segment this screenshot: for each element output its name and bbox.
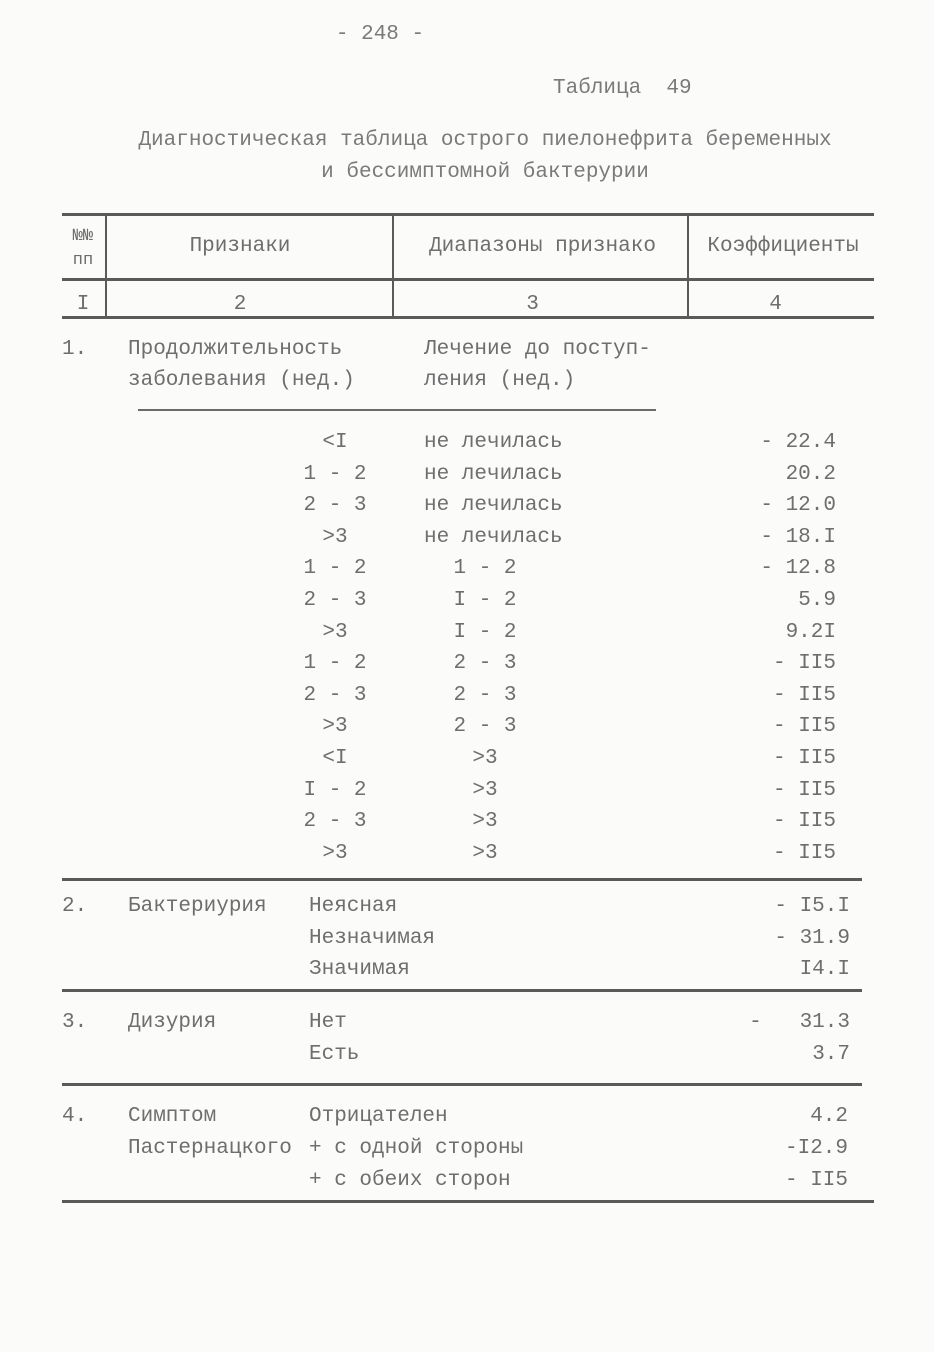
header-num-3: 3 xyxy=(526,293,539,316)
bacteriuria-value: Незначимая xyxy=(309,926,436,950)
coefficient-value: 9.2I xyxy=(785,620,836,644)
treatment-range: не лечилась xyxy=(424,431,563,454)
coefficient-value: - 18.I xyxy=(760,525,836,549)
duration-range: <I xyxy=(322,431,348,454)
header-num-2: 2 xyxy=(233,293,247,316)
duration-range: 1 - 2 xyxy=(303,652,367,676)
treatment-range: не лечилась xyxy=(424,494,563,518)
coefficient-value: -I2.9 xyxy=(784,1137,848,1160)
page-number: - 248 - xyxy=(335,23,425,46)
treatment-range: 2 - 3 xyxy=(453,683,517,707)
treatment-range: 2 - 3 xyxy=(453,715,517,739)
coefficient-value: 4.2 xyxy=(810,1105,848,1128)
treatment-range: I - 2 xyxy=(453,620,517,644)
section4-sign-line2: Пастернацкого xyxy=(128,1137,292,1160)
duration-range: 1 - 2 xyxy=(303,462,367,486)
header-num-1: I xyxy=(76,293,90,316)
header-col2: Признаки xyxy=(189,235,291,258)
treatment-range: >3 xyxy=(472,747,498,770)
section4-number: 4. xyxy=(62,1105,88,1128)
duration-range: 1 - 2 xyxy=(303,557,367,581)
coefficient-value: - 22.4 xyxy=(760,431,836,454)
section1-bottom-rule xyxy=(62,878,862,881)
section1-sign-line2: заболевания (нед.) xyxy=(128,369,355,392)
duration-range: >3 xyxy=(322,525,348,549)
coefficient-value: - 31.3 xyxy=(749,1011,850,1034)
section1-range-line1: Лечение до поступ- xyxy=(424,338,651,361)
pasternatsky-value: Отрицателен xyxy=(309,1105,448,1128)
duration-range: <I xyxy=(322,747,348,770)
header-divider-2 xyxy=(392,213,394,317)
bacteriuria-value: Неясная xyxy=(309,895,398,918)
coefficient-value: - 31.9 xyxy=(774,926,850,950)
header-divider-3 xyxy=(687,213,689,317)
header-col3: Диапазоны признако xyxy=(429,235,656,258)
treatment-range: >3 xyxy=(472,778,498,802)
coefficient-value: - II5 xyxy=(784,1169,848,1192)
treatment-range: >3 xyxy=(472,841,498,865)
header-col4: Коэффициенты xyxy=(707,235,859,258)
section4-sign-line1: Симптом xyxy=(128,1105,217,1128)
section2-sign: Бактериурия xyxy=(128,895,267,918)
header-num-4: 4 xyxy=(769,293,782,316)
section1-range-line2: ления (нед.) xyxy=(424,369,576,392)
coefficient-value: - I5.I xyxy=(774,895,850,918)
treatment-range: >3 xyxy=(472,810,498,834)
treatment-range: 2 - 3 xyxy=(453,652,517,676)
section1-sign-line1: Продолжительность xyxy=(128,338,343,361)
duration-range: >3 xyxy=(322,715,348,739)
table-top-rule xyxy=(62,213,874,216)
duration-range: 2 - 3 xyxy=(303,589,367,612)
coefficient-value: 20.2 xyxy=(785,462,836,486)
treatment-range: I - 2 xyxy=(453,589,517,612)
header-bottom-rule xyxy=(62,316,874,319)
bacteriuria-value: Значимая xyxy=(309,958,410,981)
duration-range: >3 xyxy=(322,841,348,865)
section3-bottom-rule xyxy=(62,1083,862,1086)
coefficient-value: - 12.0 xyxy=(760,494,836,518)
duration-range: >3 xyxy=(322,620,348,644)
section2-number: 2. xyxy=(62,895,88,918)
table-title-line2: и бессимптомной бактерурии xyxy=(321,161,649,184)
coefficient-value: - II5 xyxy=(772,747,836,770)
header-col1-line1: №№ xyxy=(72,227,94,246)
table-title-line1: Диагностическая таблица острого пиелонефрита беременных xyxy=(138,129,832,152)
coefficient-value: - II5 xyxy=(772,715,836,739)
treatment-range: 1 - 2 xyxy=(453,557,517,581)
coefficient-value: - II5 xyxy=(772,683,836,707)
table-label: Таблица 49 xyxy=(553,77,692,100)
coefficient-value: - II5 xyxy=(772,841,836,865)
duration-range: 2 - 3 xyxy=(303,810,367,834)
duration-range: I - 2 xyxy=(303,778,367,802)
duration-range: 2 - 3 xyxy=(303,683,367,707)
section2-bottom-rule xyxy=(62,989,862,992)
table-bottom-rule xyxy=(62,1200,874,1203)
coefficient-value: I4.I xyxy=(799,958,850,981)
coefficient-value: - II5 xyxy=(772,652,836,676)
coefficient-value: - II5 xyxy=(772,778,836,802)
pasternatsky-value: + с обеих сторон xyxy=(309,1169,511,1192)
header-mid-rule xyxy=(62,278,874,281)
pasternatsky-value: + с одной стороны xyxy=(309,1137,524,1160)
header-col1-line2: пп xyxy=(72,251,94,270)
section1-subheader-rule xyxy=(138,409,656,411)
dysuria-value: Есть xyxy=(309,1042,360,1066)
treatment-range: не лечилась xyxy=(424,525,563,549)
dysuria-value: Нет xyxy=(309,1011,347,1034)
header-divider-1 xyxy=(105,213,107,317)
coefficient-value: 5.9 xyxy=(798,589,836,612)
section1-number: 1. xyxy=(62,338,88,361)
section3-sign: Дизурия xyxy=(128,1011,217,1034)
coefficient-value: 3.7 xyxy=(812,1042,850,1066)
section3-number: 3. xyxy=(62,1011,88,1034)
duration-range: 2 - 3 xyxy=(303,494,367,518)
coefficient-value: - 12.8 xyxy=(760,557,836,581)
treatment-range: не лечилась xyxy=(424,462,563,486)
coefficient-value: - II5 xyxy=(772,810,836,834)
